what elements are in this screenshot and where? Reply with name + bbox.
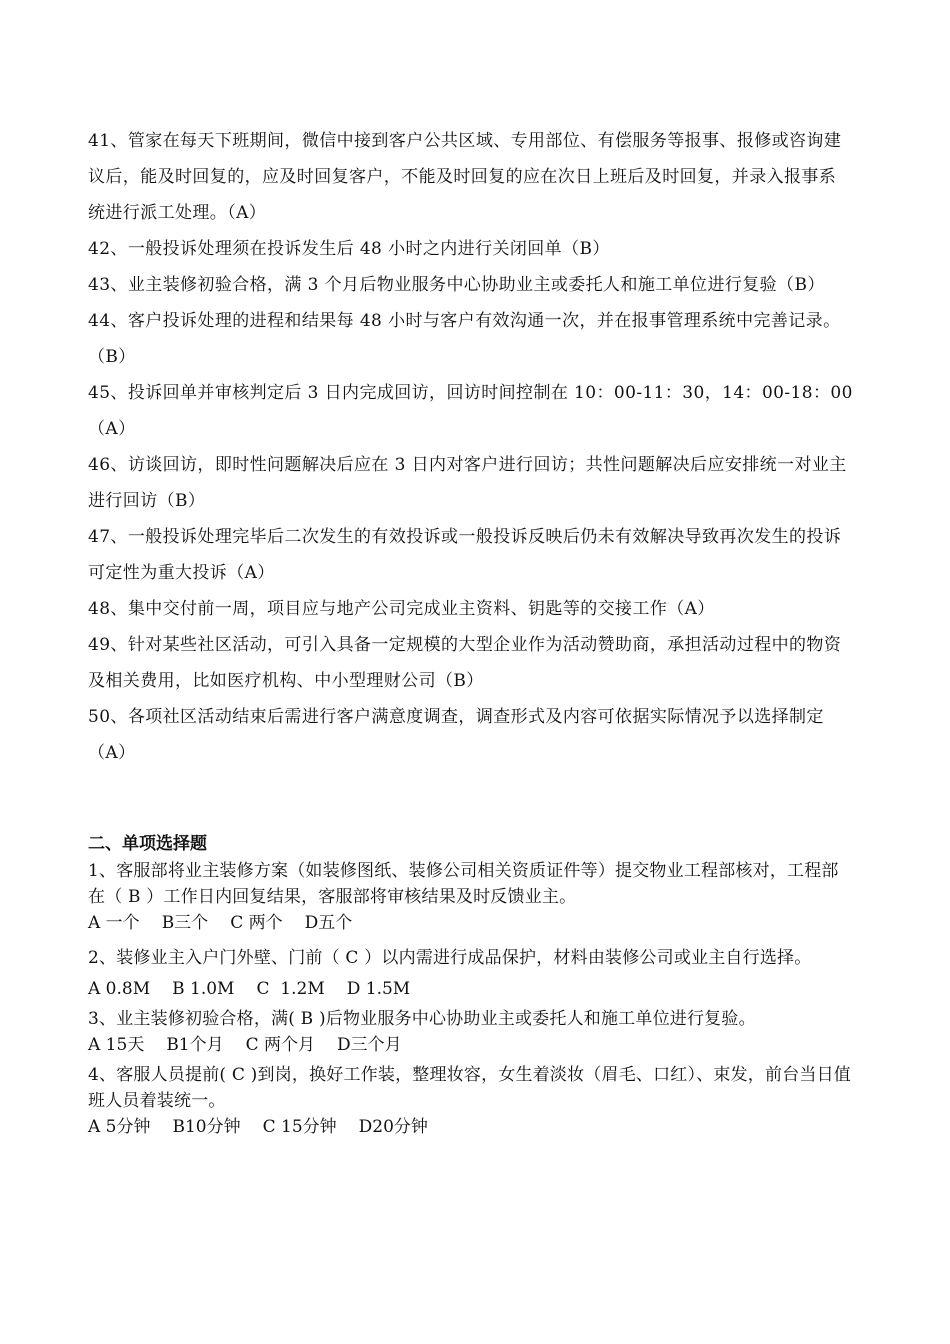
question-41: 41、管家在每天下班期间，微信中接到客户公共区域、专用部位、有偿服务等报事、报修或咨询建议后，能及时回复的，应及时回复客户，不能及时回复的应在次日上班后及时回复，并录入报事系统进行派工处理。（A） bbox=[88, 131, 842, 223]
mc-question-4: 4、客服人员提前( C )到岗，换好工作装，整理妆容，女生着淡妆（眉毛、口红）、束发，前台当日值班人员着装统一。 bbox=[88, 1065, 851, 1111]
option-c: C 两个 bbox=[230, 913, 283, 933]
question-49: 49、针对某些社区活动，可引入具备一定规模的大型企业作为活动赞助商，承担活动过程中的物资及相关费用，比如医疗机构、中小型理财公司（B） bbox=[88, 635, 842, 691]
option-b: B1个月 bbox=[166, 1035, 224, 1055]
option-a: A 5分钟 bbox=[88, 1117, 151, 1137]
question-44: 44、客户投诉处理的进程和结果每 48 小时与客户有效沟通一次，并在报事管理系统中完善记录。（B） bbox=[88, 311, 841, 367]
mc-options-1 bbox=[88, 910, 853, 936]
option-c: C 两个月 bbox=[245, 1035, 316, 1055]
question-46: 46、访谈回访，即时性问题解决后应在 3 日内对客户进行回访；共性问题解决后应安排统一对业主进行回访（B） bbox=[88, 455, 847, 511]
true-false-question-list bbox=[88, 123, 853, 771]
mc-question-3: 3、业主装修初验合格，满( B )后物业服务中心协助业主或委托人和施工单位进行复验。 bbox=[88, 1009, 756, 1029]
question-50: 50、各项社区活动结束后需进行客户满意度调查，调查形式及内容可依据实际情况予以选择制定（A） bbox=[88, 707, 824, 763]
mc-options-2 bbox=[88, 976, 853, 1002]
option-c: C 1.2M bbox=[256, 979, 325, 999]
question-47: 47、一般投诉处理完毕后二次发生的有效投诉或一般投诉反映后仍未有效解决导致再次发生的投诉可定性为重大投诉（A） bbox=[88, 527, 842, 583]
question-45: 45、投诉回单并审核判定后 3 日内完成回访，回访时间控制在 10：00-11：30，14：00-18：00（A） bbox=[88, 383, 853, 439]
option-a: A 一个 bbox=[88, 913, 140, 933]
mc-options-4 bbox=[88, 1114, 853, 1140]
option-b: B 1.0M bbox=[172, 979, 235, 999]
option-b: B10分钟 bbox=[172, 1117, 241, 1137]
section-heading: 二、单项选择题 bbox=[88, 834, 207, 854]
option-a: A 0.8M bbox=[88, 979, 151, 999]
multiple-choice-question-list bbox=[88, 858, 853, 1144]
option-c: C 15分钟 bbox=[262, 1117, 337, 1137]
option-d: D五个 bbox=[304, 913, 353, 933]
mc-question-1: 1、客服部将业主装修方案（如装修图纸、装修公司相关资质证件等）提交物业工程部核对，工程部在（ B ）工作日内回复结果，客服部将审核结果及时反馈业主。 bbox=[88, 861, 839, 907]
option-b: B三个 bbox=[161, 913, 209, 933]
mc-options-3 bbox=[88, 1032, 853, 1058]
option-d: D20分钟 bbox=[358, 1117, 428, 1137]
mc-question-2: 2、装修业主入户门外壁、门前（ C ）以内需进行成品保护，材料由装修公司或业主自行选择。 bbox=[88, 948, 812, 968]
question-42: 42、一般投诉处理须在投诉发生后 48 小时之内进行关闭回单（B） bbox=[88, 239, 610, 259]
option-a: A 15天 bbox=[88, 1035, 145, 1055]
question-43: 43、业主装修初验合格，满 3 个月后物业服务中心协助业主或委托人和施工单位进行复验（B） bbox=[88, 275, 825, 295]
option-d: D三个月 bbox=[337, 1035, 402, 1055]
question-48: 48、集中交付前一周，项目应与地产公司完成业主资料、钥匙等的交接工作（A） bbox=[88, 599, 715, 619]
option-d: D 1.5M bbox=[346, 979, 411, 999]
